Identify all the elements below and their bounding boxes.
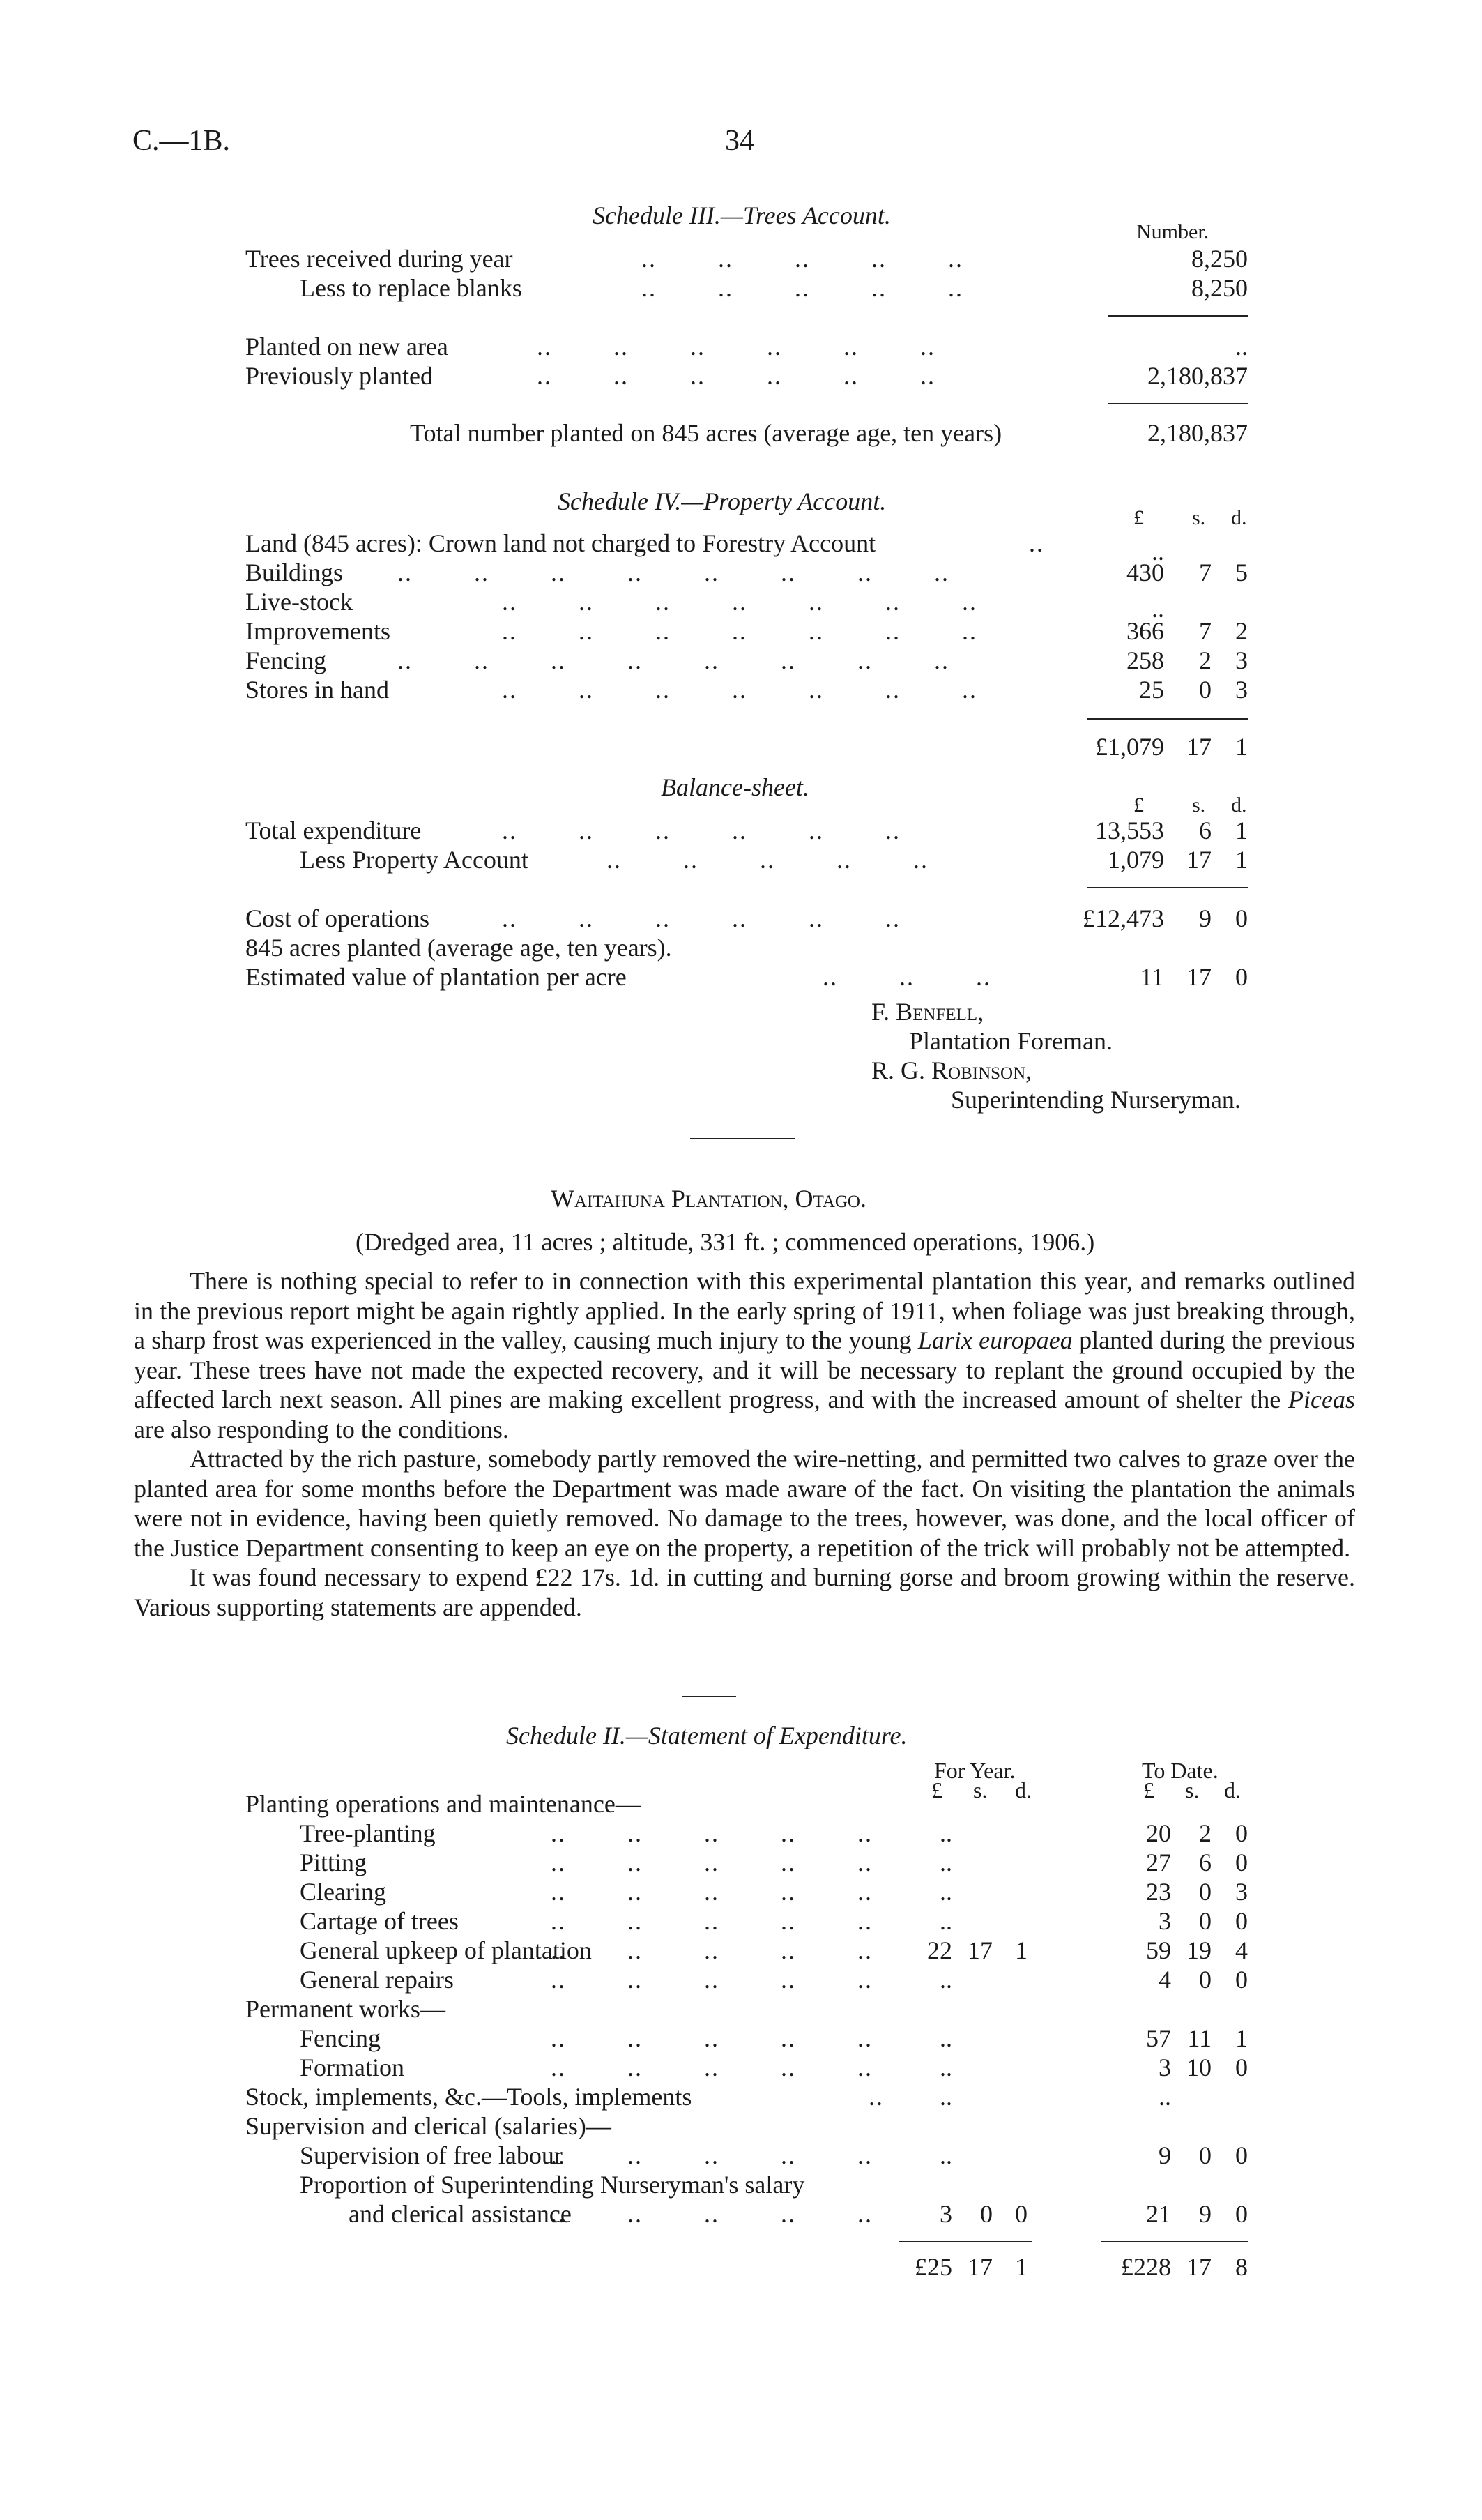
balance-rule (1087, 887, 1248, 888)
fy-pounds: .. (940, 1966, 952, 1994)
plantation-report (134, 1266, 1355, 1622)
dot-leader: .. .. .. .. .. (551, 2054, 873, 2081)
number-col-header: Number. (1136, 220, 1209, 243)
property-account-title: Schedule IV.—Property Account. (558, 487, 887, 515)
td-pence: 0 (1235, 2200, 1248, 2228)
td-shillings: 2 (1199, 1819, 1212, 1847)
section-divider (690, 1138, 795, 1139)
td-total-pounds: £228 (1121, 2253, 1171, 2281)
td-pence: 0 (1235, 2141, 1248, 2169)
fy-pound-header: £ (931, 1777, 942, 1802)
dot-leader: .. .. .. .. .. (551, 1907, 873, 1935)
td-pence: 0 (1235, 1907, 1248, 1935)
td-shillings: 19 (1186, 1936, 1212, 1964)
td-pence: 1 (1235, 2024, 1248, 2052)
fy-shillings: 17 (968, 1936, 993, 1964)
td-pence-header: d. (1224, 1777, 1241, 1802)
fy-pounds: 22 (927, 1936, 952, 1964)
td-pence: 0 (1235, 2054, 1248, 2081)
td-shillings: 11 (1187, 2024, 1212, 2052)
property-shilling-header: s. (1192, 506, 1206, 529)
row-label: Formation (300, 2054, 404, 2081)
paragraph: Attracted by the rich pasture, somebody partly removed the wire-netting, and permitted two calves to graze over the planted area for some months before the Department was made aware of the fact. On visiting the plantation the animals were not in evidence, having been quietly removed. No damage to the trees, however, was done, and the local officer of the Justice Department consenting to keep an eye on the property, a repetition of the trick will probably not be attempted. (134, 1445, 1355, 1562)
fy-shillings: 0 (980, 2200, 993, 2228)
td-shillings: 0 (1199, 1878, 1212, 1906)
paragraph: There is nothing special to refer to in connection with this experimental plantation this year, and remarks outlined in the previous report might be again rightly applied. In the early spring of 1911, when foliage was just breaking through, a sharp frost was experienced in the valley, causing much injury to the young Larix europaea planted during the previous year. These trees have not made the expected recovery, and it will be necessary to replant the ground occupied by the affected larch next season. All pines are making excellent progress, and with the increased amount of shelter the Piceas are also responding to the conditions. (134, 1267, 1355, 1443)
td-pounds: 23 (1146, 1878, 1171, 1906)
trees-account-title: Schedule III.—Trees Account. (593, 202, 891, 229)
fy-total-rule (899, 2241, 1032, 2242)
plantation-title: Waitahuna Plantation, Otago. (551, 1185, 866, 1213)
fy-total-pence: 1 (1015, 2253, 1028, 2281)
signature-title-2: Superintending Nurseryman. (951, 1086, 1241, 1114)
row-label: Permanent works— (245, 1995, 445, 2023)
balance-pence-header: d. (1231, 794, 1247, 817)
fy-pounds: .. (940, 2141, 952, 2169)
balance-sheet-title: Balance-sheet. (661, 773, 809, 801)
dot-leader: .. .. .. .. .. (551, 1936, 873, 1964)
property-total-rule (1087, 718, 1248, 720)
signature-title-1: Plantation Foreman. (909, 1027, 1113, 1055)
property-total-pounds: £1,079 (1095, 733, 1164, 761)
subtotal-rule (1108, 315, 1248, 317)
row-label: Proportion of Superintending Nurseryman's salary (300, 2171, 805, 2199)
row-label: and clerical assistance (349, 2200, 572, 2228)
td-pence: 0 (1235, 1819, 1248, 1847)
dot-leader: .. (869, 2083, 884, 2111)
row-label: Supervision and clerical (salaries)— (245, 2112, 611, 2140)
fy-pounds: 3 (940, 2200, 952, 2228)
td-shillings: 9 (1199, 2200, 1212, 2228)
td-shillings: 10 (1186, 2054, 1212, 2081)
paragraph: It was found necessary to expend £22 17s. 1d. in cutting and burning gorse and broom growing within the reserve. Various supporting statements are appended. (134, 1563, 1355, 1621)
fy-shilling-header: s. (973, 1777, 988, 1802)
balance-note: 845 acres planted (average age, ten years). (245, 934, 672, 962)
dot-leader: .. .. .. .. .. (551, 1966, 873, 1994)
dot-leader: .. .. .. .. .. (551, 2024, 873, 2052)
td-shillings: 0 (1199, 2141, 1212, 2169)
fy-total-shillings: 17 (968, 2253, 993, 2281)
fy-pounds: .. (940, 2054, 952, 2081)
signature-name-1: F. Benfell, (871, 998, 984, 1026)
row-label: Pitting (300, 1849, 367, 1876)
fy-pence: 0 (1015, 2200, 1028, 2228)
row-label: Stock, implements, &c.—Tools, implements (245, 2083, 692, 2111)
trees-total-value: 2,180,837 (1147, 419, 1248, 447)
expenditure-title: Schedule II.—Statement of Expenditure. (506, 1722, 908, 1749)
td-pounds: 20 (1146, 1819, 1171, 1847)
plantation-subtitle: (Dredged area, 11 acres ; altitude, 331 ft. ; commenced operations, 1906.) (356, 1228, 1095, 1256)
row-label: Tree-planting (300, 1819, 436, 1847)
to-date-header: To Date. (1142, 1758, 1219, 1783)
td-pounds: .. (1159, 2083, 1171, 2111)
td-pounds: 59 (1146, 1936, 1171, 1964)
td-pounds: 3 (1159, 1907, 1171, 1935)
property-total-pence: 1 (1235, 733, 1248, 761)
fy-pence-header: d. (1015, 1777, 1032, 1802)
fy-pounds: .. (940, 2083, 952, 2111)
fy-pounds: .. (940, 1849, 952, 1876)
fy-pounds: .. (940, 1819, 952, 1847)
dot-leader: .. .. .. .. .. (551, 1849, 873, 1876)
dot-leader: .. .. .. .. .. (551, 1878, 873, 1906)
row-label: Fencing (300, 2024, 381, 2052)
td-total-shillings: 17 (1186, 2253, 1212, 2281)
td-pence: 0 (1235, 1966, 1248, 1994)
section-divider (682, 1696, 736, 1697)
dot-leader: .. .. .. .. .. (551, 1819, 873, 1847)
fy-pounds: .. (940, 1878, 952, 1906)
row-label: Supervision of free labour (300, 2141, 563, 2169)
td-shillings: 0 (1199, 1907, 1212, 1935)
td-shillings: 6 (1199, 1849, 1212, 1876)
property-total-shillings: 17 (1186, 733, 1212, 761)
page-number: 34 (725, 125, 754, 157)
property-pence-header: d. (1231, 506, 1247, 529)
for-year-header: For Year. (934, 1758, 1016, 1783)
row-label: Clearing (300, 1878, 386, 1906)
td-pound-header: £ (1143, 1777, 1154, 1802)
property-pound-header: £ (1133, 506, 1144, 529)
row-label: General upkeep of plantation (300, 1936, 592, 1964)
td-total-pence: 8 (1235, 2253, 1248, 2281)
td-pounds: 27 (1146, 1849, 1171, 1876)
balance-shilling-header: s. (1192, 794, 1206, 817)
row-label: Cartage of trees (300, 1907, 459, 1935)
dot-leader: .. .. .. .. .. (551, 2141, 873, 2169)
row-label: General repairs (300, 1966, 454, 1994)
dot-leader: .. .. .. .. .. (551, 2200, 873, 2228)
td-shillings: 0 (1199, 1966, 1212, 1994)
signature-name-2: R. G. Robinson, (871, 1056, 1032, 1084)
balance-pound-header: £ (1133, 794, 1144, 817)
td-pounds: 21 (1146, 2200, 1171, 2228)
report-code: C.—1B. (132, 125, 231, 157)
fy-pounds: .. (940, 2024, 952, 2052)
fy-pounds: .. (940, 1907, 952, 1935)
td-pounds: 57 (1146, 2024, 1171, 2052)
fy-pence: 1 (1015, 1936, 1028, 1964)
td-pence: 3 (1235, 1878, 1248, 1906)
td-total-rule (1101, 2241, 1248, 2242)
total-rule (1108, 403, 1248, 404)
row-label: Planting operations and maintenance— (245, 1790, 641, 1818)
td-pounds: 9 (1159, 2141, 1171, 2169)
td-shilling-header: s. (1185, 1777, 1200, 1802)
td-pence: 0 (1235, 1849, 1248, 1876)
td-pounds: 3 (1159, 2054, 1171, 2081)
trees-total-label: Total number planted on 845 acres (average age, ten years) (410, 419, 1002, 447)
td-pence: 4 (1235, 1936, 1248, 1964)
td-pounds: 4 (1159, 1966, 1171, 1994)
fy-total-pounds: £25 (915, 2253, 952, 2281)
